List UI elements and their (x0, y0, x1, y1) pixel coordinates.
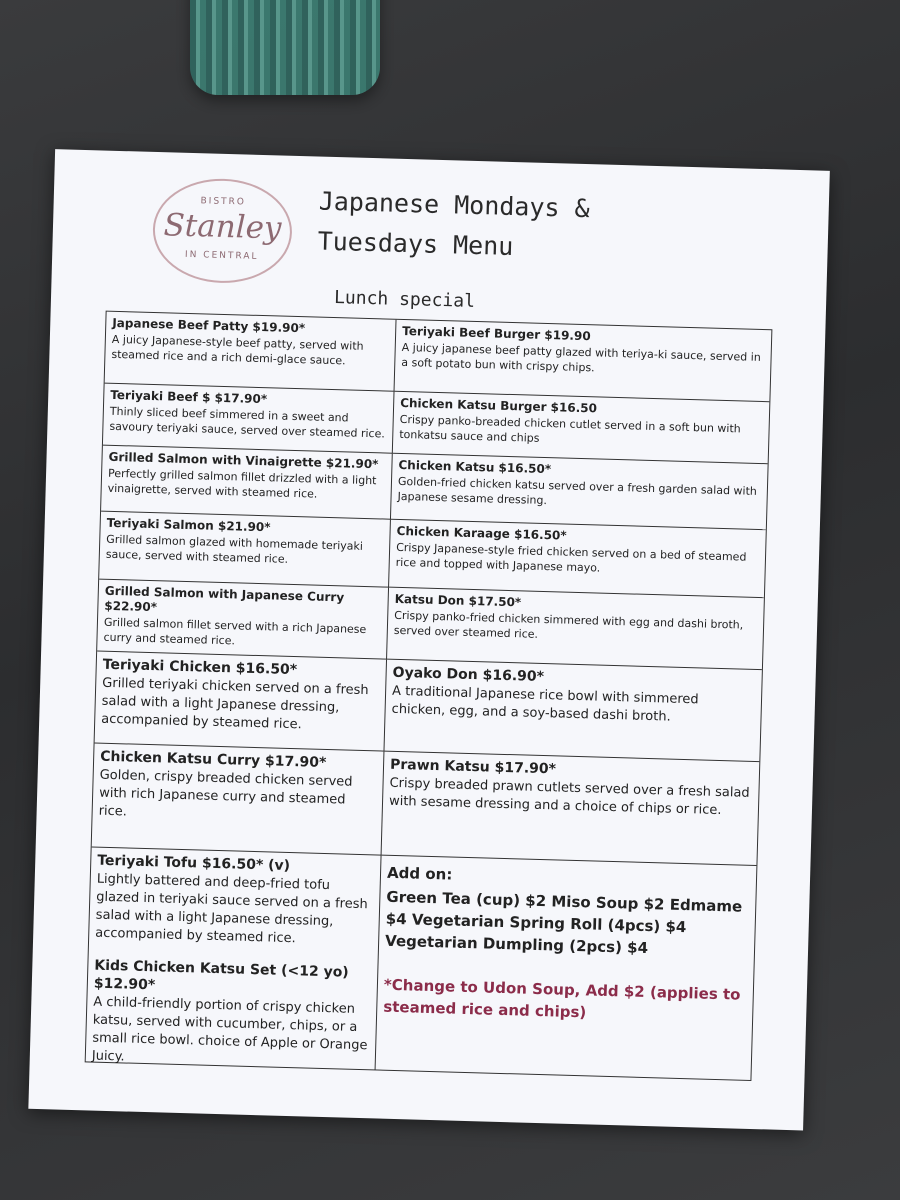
menu-item: Chicken Katsu Burger $16.50 Crispy panko-breaded chicken cutlet served in a soft bun with tonkatsu sauce and chips (393, 392, 770, 464)
kids-menu-item: Kids Chicken Katsu Set (<12 yo) $12.90* A child-friendly portion of crispy chicken katsu, served with cucumber, chips, or a small rice bowl. choice of Apple or Orange Juicy. (91, 957, 368, 1065)
menu-table (85, 311, 773, 1081)
water-glass (190, 0, 380, 95)
menu-item: Teriyaki Beef Burger $19.90 A juicy japanese beef patty glazed with teriya-ki sauce, served in a soft potato bun with crispy chips. (395, 320, 772, 402)
menu-item: Teriyaki Beef $ $17.90* Thinly sliced beef simmered in a sweet and savoury teriyaki sauce, served over steamed rice. (103, 384, 395, 454)
udon-note: *Change to Udon Soup, Add $2 (applies to steamed rice and chips) (383, 975, 741, 1022)
menu-subtitle: Lunch special (333, 287, 476, 312)
menu-item: Japanese Beef Patty $19.90* A juicy Japanese-style beef patty, served with steamed rice and a rich demi-glace sauce. (105, 312, 397, 392)
menu-item: Teriyaki Chicken $16.50* Grilled teriyaki chicken served on a fresh salad with a light Japanese dressing, accompanied by steamed rice. (95, 652, 387, 752)
menu-item: Grilled Salmon with Japanese Curry $22.90* Grilled salmon fillet served with a rich Japanese curry and steamed rice. (97, 580, 389, 660)
menu-item: Grilled Salmon with Vinaigrette $21.90* Perfectly grilled salmon fillet drizzled with a light vinaigrette, served with steamed rice. (101, 446, 393, 520)
menu-sheet (28, 149, 830, 1130)
bistro-stanley-logo: BISTRO Stanley IN CENTRAL (152, 177, 294, 285)
menu-item: Oyako Don $16.90* A traditional Japanese rice bowl with simmered chicken, egg, and a soy-based dashi broth. (384, 660, 761, 762)
menu-item: Katsu Don $17.50* Crispy panko-fried chicken simmered with egg and dashi broth, served over steamed rice. (387, 588, 764, 670)
menu-item: Chicken Katsu $16.50* Golden-fried chicken katsu served over a fresh garden salad with Japanese sesame dressing. (391, 454, 768, 530)
menu-title: Japanese Mondays & Tuesdays Menu (317, 186, 591, 262)
menu-item: Chicken Karaage $16.50* Crispy Japanese-style fried chicken served on a bed of steamed rice and topped with Japanese mayo. (389, 520, 766, 598)
menu-item: Teriyaki Salmon $21.90* Grilled salmon glazed with homemade teriyaki sauce, served with steamed rice. (99, 512, 391, 588)
menu-item: Teriyaki Tofu $16.50* (v) Lightly battered and deep-fried tofu glazed in teriyaki sauce served on a fresh salad with a light Japanese dressing, accompanied by steamed rice. Kids Chicken Katsu Set (<12 yo) $12.90* A child-friendly portion of crispy chicken katsu, served with cucumber, chips, or a small rice bowl. choice of Apple or Orange Juicy. (86, 847, 382, 1069)
menu-item: Prawn Katsu $17.90* Crispy breaded prawn cutlets served over a fresh salad with sesame dressing and a choice of chips or rice. (382, 752, 760, 866)
menu-item: Chicken Katsu Curry $17.90* Golden, crispy breaded chicken served with rich Japanese curry and steamed rice. (92, 744, 385, 856)
addon-section: Add on: Green Tea (cup) $2 Miso Soup $2 Edmame $4 Vegetarian Spring Roll (4pcs) $4 Vegetarian Dumpling (2pcs) $4 *Change to Udon Soup, Add $2 (applies to steamed rice and chips) (376, 856, 757, 1080)
